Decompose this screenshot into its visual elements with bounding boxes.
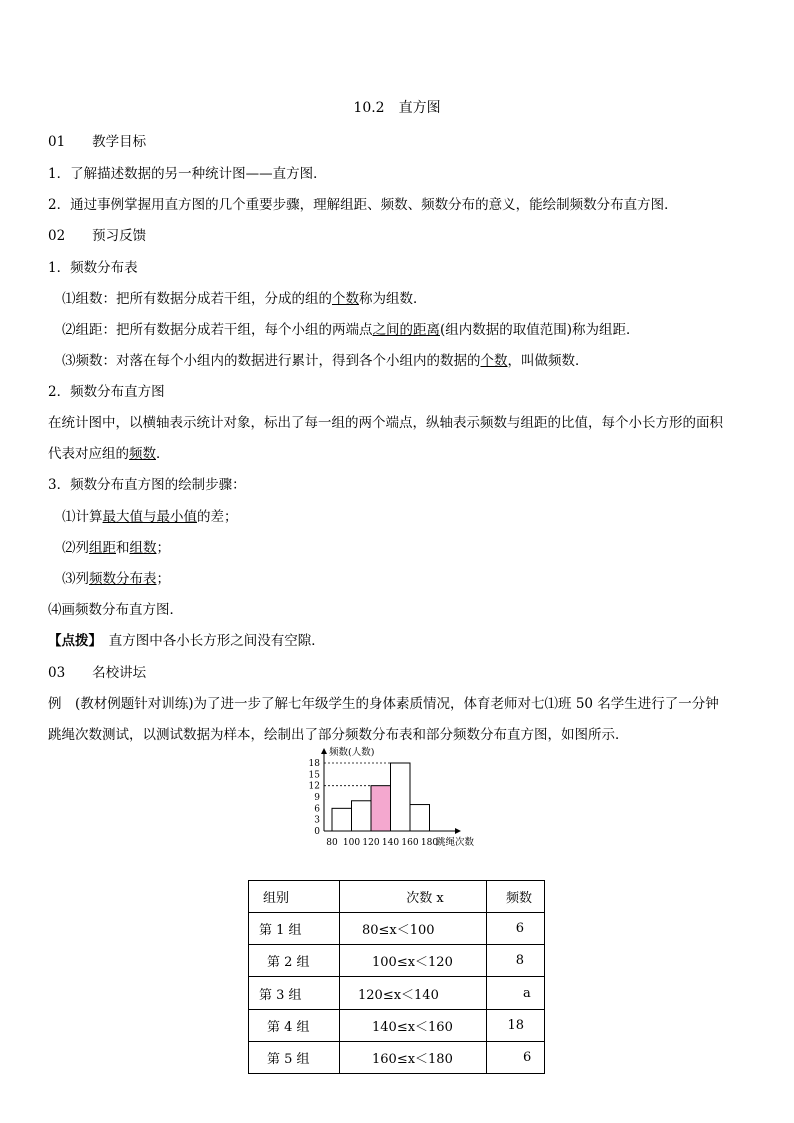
page-title: 10.2 直方图: [353, 100, 441, 116]
table-header: 次数 x: [340, 881, 487, 913]
answer: 个数: [332, 291, 359, 307]
text: ⑵列: [62, 540, 89, 556]
text: 的差；: [197, 509, 238, 525]
table-cell: 18: [487, 1009, 545, 1041]
preview-item-group-width: [62, 318, 640, 338]
preview-heading-3: 3．频数分布直方图的绘制步骤：: [48, 477, 246, 493]
table-row: [249, 945, 545, 977]
preview-heading-2: 2．频数分布直方图: [48, 384, 165, 400]
table-header: 组别: [249, 881, 340, 913]
x-tick-label: 100: [342, 838, 361, 848]
section-heading-preview: 02 预习反馈: [48, 228, 147, 244]
answer: 频数分布表: [89, 571, 157, 587]
goal-1: 1．了解描述数据的另一种统计图——直方图．: [48, 166, 327, 182]
table-cell: 6: [487, 913, 545, 945]
paragraph-line: 在统计图中，以横轴表示统计对象，标出了每一组的两个端点，纵轴表示频数与组距的比值，每个小长方形的面积: [48, 415, 723, 431]
histogram-bar: [371, 786, 391, 831]
table-cell: 第 3 组: [249, 977, 340, 1009]
step-4: ⑷画频数分布直方图．: [48, 602, 183, 618]
text: ；: [156, 571, 170, 587]
text: ⑶频数：对落在每个小组内的数据进行累计，得到各个小组内的数据的: [62, 353, 481, 369]
tip: [48, 629, 325, 649]
text: 代表对应组的: [48, 446, 129, 462]
tip-label: 【点拨】: [48, 633, 96, 649]
table-row: [249, 977, 545, 1009]
y-tick-label: 12: [308, 781, 320, 792]
answer: 频数: [129, 446, 156, 462]
answer: 最大值与最小值: [102, 509, 197, 525]
y-axis-label: 频数(人数): [329, 747, 375, 758]
y-tick-label: 18: [308, 759, 320, 769]
text: ⑴组数：把所有数据分成若干组，分成的组的: [62, 291, 332, 307]
text: ；: [156, 540, 170, 556]
table-cell: a: [487, 977, 545, 1009]
table-cell: 80≤x＜100: [340, 913, 487, 945]
goal-2: 2．通过事例掌握用直方图的几个重要步骤，理解组距、频数、频数分布的意义，能绘制频数分布直方图．: [48, 197, 678, 213]
histogram-bar: [391, 763, 411, 831]
paragraph-line: [48, 442, 170, 462]
histogram-bar: [410, 805, 430, 831]
x-tick-label: 180: [420, 838, 439, 848]
text: ．: [156, 446, 170, 462]
answer: 组数: [129, 540, 157, 556]
text: ⑴计算: [62, 509, 103, 525]
y-tick-label: 15: [308, 770, 320, 781]
table-cell: 160≤x＜180: [340, 1041, 487, 1073]
table-row: [249, 1041, 545, 1073]
x-tick-label: 140: [381, 838, 400, 848]
table-header: 频数: [487, 881, 545, 913]
table-cell: 6: [487, 1041, 545, 1073]
text: ，叫做频数．: [507, 353, 589, 369]
x-tick-label: 120: [362, 838, 380, 848]
table-cell: 120≤x＜140: [340, 977, 487, 1009]
preview-item-group-count: [62, 287, 427, 307]
text: 称为组数．: [359, 291, 427, 307]
histogram-bar: [352, 801, 372, 831]
x-tick-label: 160: [401, 838, 419, 848]
table-cell: 第 5 组: [249, 1041, 340, 1073]
y-tick-label: 3: [314, 815, 320, 826]
answer: 之间的距离: [372, 322, 440, 338]
frequency-table: [248, 880, 545, 1074]
histogram-chart: [305, 745, 505, 850]
table-cell: 第 4 组: [249, 1009, 340, 1041]
y-tick-label: 9: [314, 793, 320, 803]
table-row: [249, 1009, 545, 1041]
text: (组内数据的取值范围)称为组距．: [440, 322, 640, 338]
section-heading-goals: 01 教学目标: [48, 134, 147, 150]
y-tick-label: 0: [314, 827, 320, 837]
section-heading-lecture: 03 名校讲坛: [48, 665, 147, 681]
step-2: [62, 536, 170, 556]
table-row: [249, 913, 545, 945]
table-cell: 100≤x＜120: [340, 945, 487, 977]
histogram-bar: [332, 808, 352, 831]
x-tick-label: 80: [326, 838, 338, 848]
table-cell: 140≤x＜160: [340, 1009, 487, 1041]
y-tick-label: 6: [314, 804, 320, 815]
answer: 个数: [480, 353, 508, 369]
table-cell: 第 2 组: [249, 945, 340, 977]
example-line: 跳绳次数测试，以测试数据为样本，绘制出了部分频数分布表和部分频数分布直方图，如图所示．: [48, 727, 629, 743]
table-cell: 第 1 组: [249, 913, 340, 945]
step-1: [62, 505, 238, 525]
step-3: [62, 567, 170, 587]
x-axis-label: 跳绳次数: [436, 837, 475, 848]
tip-text: 直方图中各小长方形之间没有空隙．: [95, 633, 325, 649]
text: 和: [116, 540, 130, 556]
table-header-row: [249, 881, 545, 913]
preview-heading-1: 1．频数分布表: [48, 260, 138, 276]
preview-item-frequency: [62, 349, 589, 369]
table-cell: 8: [487, 945, 545, 977]
text: ⑵组距：把所有数据分成若干组，每个小组的两端点: [62, 322, 373, 338]
answer: 组距: [89, 540, 116, 556]
example-line: 例 (教材例题针对训练)为了进一步了解七年级学生的身体素质情况，体育老师对七⑴班 50 名学生进行了一分钟: [48, 696, 719, 712]
text: ⑶列: [62, 571, 89, 587]
